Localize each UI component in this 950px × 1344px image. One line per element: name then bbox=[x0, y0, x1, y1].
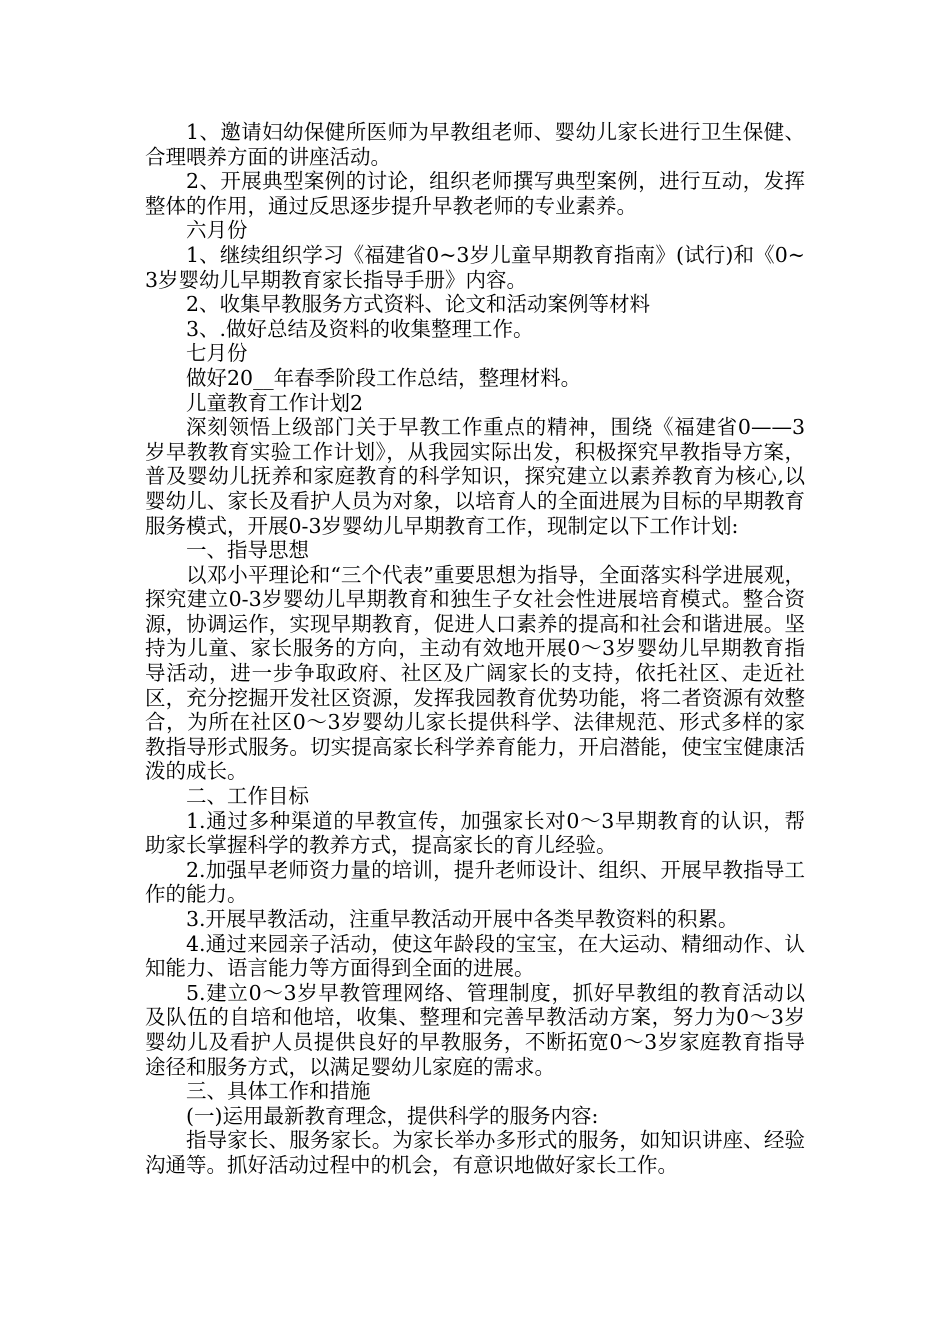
heading-june: 六月份 bbox=[186, 218, 248, 243]
paragraph-plan-intro: 深刻领悟上级部门关于早教工作重点的精神，围绕《福建省0——3岁早教教育实验工作计划》，从我园实际出发，积极探究早教指导方案，普及婴幼儿抚养和家庭教育的科学知识，探究建立以素养教育为核心,以婴幼儿、家长及看护人员为对象，以培育人的全面进展为目标的早期教育服务模式，开展0-3岁婴幼儿早期教育工作，现制定以下工作计划: bbox=[145, 415, 805, 538]
paragraph-case-discussion: 2、开展典型案例的讨论，组织老师撰写典型案例，进行互动，发挥整体的作用，通过反思逐步提升早教老师的专业素养。 bbox=[145, 169, 805, 218]
paragraph-goal-4: 4.通过来园亲子活动，使这年龄段的宝宝，在大运动、精细动作、认知能力、语言能力等方面得到全面的进展。 bbox=[145, 931, 805, 981]
paragraph-june-study: 1、继续组织学习《福建省0~3岁儿童早期教育指南》(试行)和《0~3岁婴幼儿早期教育家长指导手册》内容。 bbox=[145, 242, 805, 292]
paragraph-july-summary: 做好20__年春季阶段工作总结，整理材料。 bbox=[186, 365, 582, 390]
paragraph-goal-3: 3.开展早教活动，注重早教活动开展中各类早教资料的积累。 bbox=[186, 907, 739, 931]
heading-measure-1: (一)运用最新教育理念，提供科学的服务内容: bbox=[186, 1103, 599, 1128]
heading-july: 七月份 bbox=[186, 341, 248, 366]
paragraph-measure-1: 指导家长、服务家长。为家长举办多形式的服务，如知识讲座、经验沟通等。抓好活动过程中的机会，有意识地做好家长工作。 bbox=[145, 1128, 805, 1177]
paragraph-goal-5: 5.建立0～3岁早教管理网络、管理制度，抓好早教组的教育活动以及队伍的自培和他培，收集、整理和完善早教活动方案，努力为0～3岁婴幼儿及看护人员提供良好的早教服务，不断拓宽0～3岁家庭教育指导途径和服务方式，以满足婴幼儿家庭的需求。 bbox=[145, 980, 805, 1079]
paragraph-goal-2: 2.加强早老师资力量的培训，提升老师设计、组织、开展早教指导工作的能力。 bbox=[145, 857, 805, 907]
paragraph-june-collect: 2、收集早教服务方式资料、论文和活动案例等材料 bbox=[186, 292, 651, 317]
paragraph-june-summary: 3、.做好总结及资料的收集整理工作。 bbox=[186, 316, 534, 341]
paragraph-guiding-thought: 以邓小平理论和“三个代表”重要思想为指导，全面落实科学进展观，探究建立0-3岁婴幼儿早期教育和独生子女社会性进展培育模式。整合资源，协调运作，实现早期教育，促进人口素养的提高和社会和谐进展。坚持为儿童、家长服务的方向，主动有效地开展0～3岁婴幼儿早期教育指导活动，进一步争取政府、社区及广阔家长的支持，依托社区、走近社区，充分挖掘开发社区资源，发挥我园教育优势功能，将二者资源有效整合，为所在社区0～3岁婴幼儿家长提供科学、法律规范、形式多样的家教指导形式服务。切实提高家长科学养育能力，开启潜能，使宝宝健康活泼的成长。 bbox=[145, 562, 805, 784]
paragraph-goal-1: 1.通过多种渠道的早教宣传，加强家长对0～3早期教育的认识，帮助家长掌握科学的教养方式，提高家长的育儿经验。 bbox=[145, 808, 805, 858]
heading-measures: 三、具体工作和措施 bbox=[186, 1079, 371, 1104]
heading-work-goals: 二、工作目标 bbox=[186, 784, 309, 809]
heading-plan-2: 儿童教育工作计划2 bbox=[186, 390, 364, 415]
document-body bbox=[145, 120, 805, 1178]
paragraph-health-lecture: 1、邀请妇幼保健所医师为早教组老师、婴幼儿家长进行卫生保健、合理喂养方面的讲座活动。 bbox=[145, 120, 805, 169]
heading-guiding-thought: 一、指导思想 bbox=[186, 538, 309, 563]
